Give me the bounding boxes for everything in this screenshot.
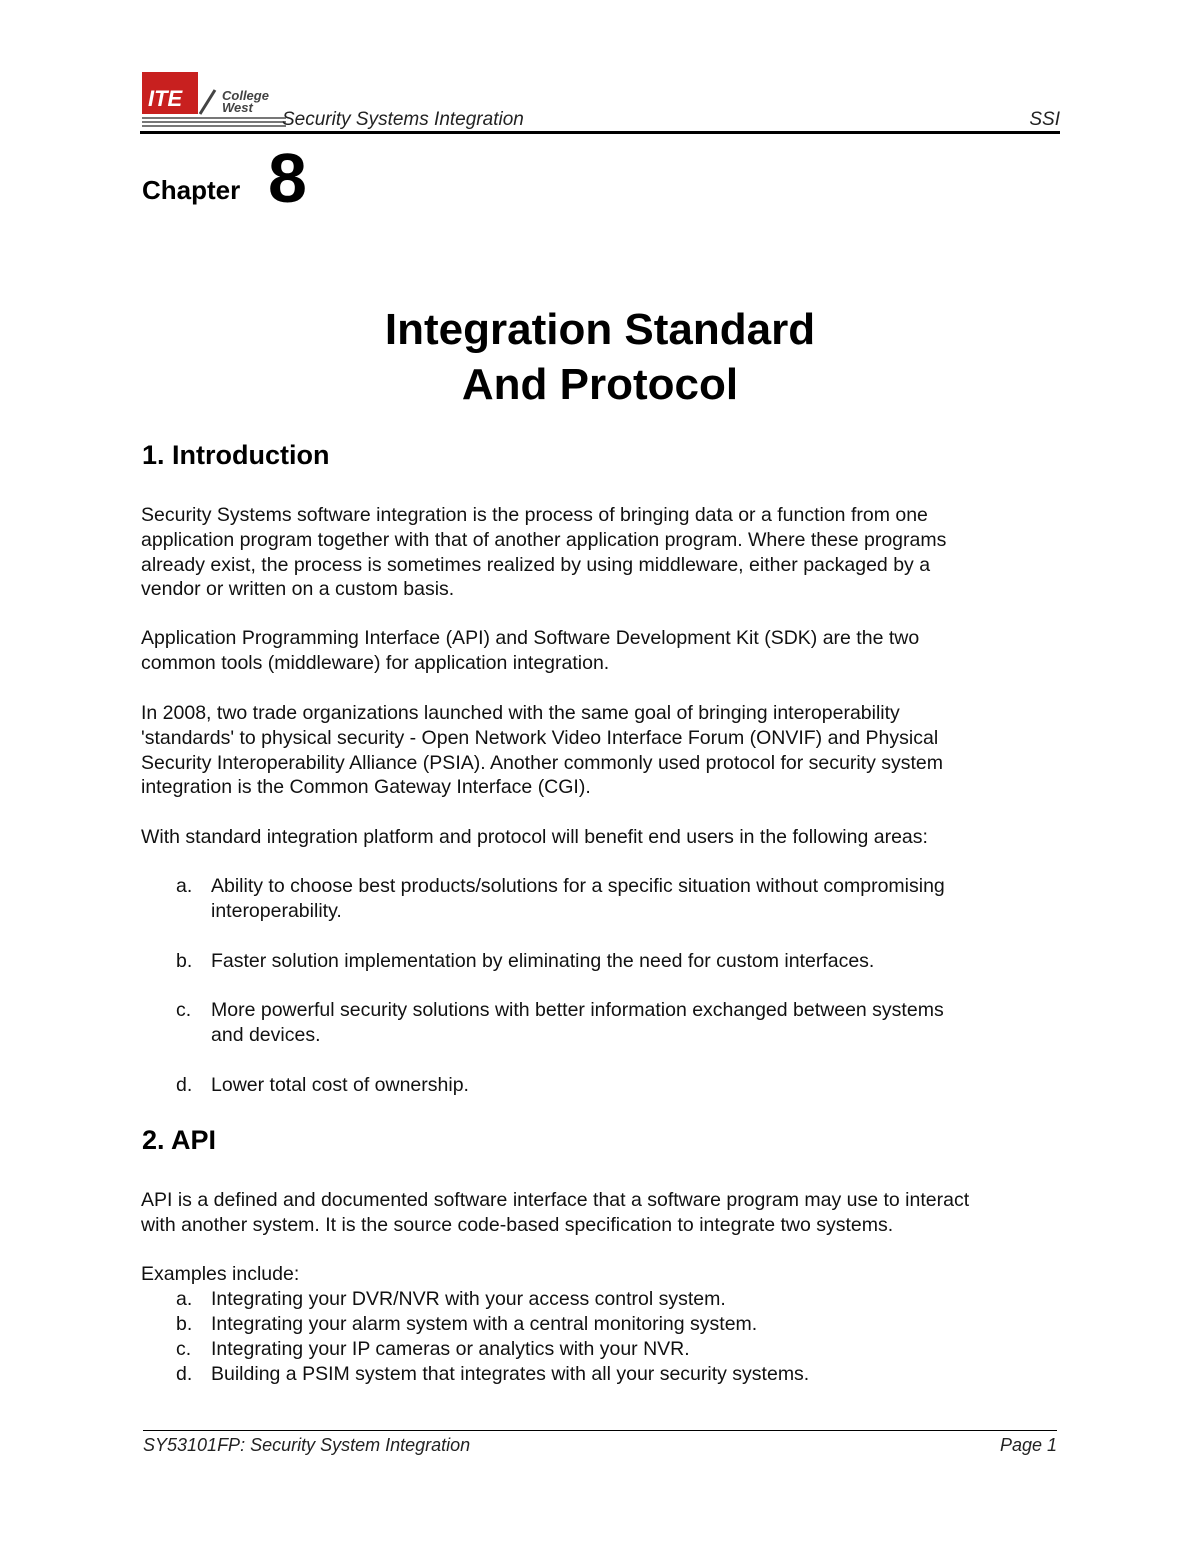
intro-paragraph-1: Security Systems software integration is the process of bringing data or a function from one application program together with that of another application program. Where these programs already exist, the process is sometimes realized by using middleware, either packaged by a vendor or written on a custom basis. — [141, 504, 947, 601]
logo-mark-text: ITE — [148, 86, 183, 111]
section-heading-introduction: 1. Introduction — [142, 440, 330, 470]
api-paragraph-1: API is a defined and documented software interface that a software program may use to interact with another system. It is the source code-based specification to integrate two systems. — [141, 1189, 970, 1236]
footer-rule — [143, 1430, 1057, 1431]
footer-page-number: Page 1 — [999, 1435, 1057, 1455]
college-logo — [140, 70, 290, 128]
header-title: Security Systems Integration — [282, 109, 524, 130]
page-title-line1: Integration Standard — [384, 305, 816, 354]
page-title-line2: And Protocol — [461, 360, 739, 409]
intro-paragraph-4: With standard integration platform and protocol will benefit end users in the following areas: — [141, 826, 928, 848]
benefit-item: d. Lower total cost of ownership. — [176, 1074, 469, 1096]
chapter-label: Chapter — [142, 175, 241, 205]
section-heading-api: 2. API — [142, 1125, 217, 1155]
example-item: d. Building a PSIM system that integrates with all your security systems. — [176, 1363, 810, 1385]
intro-paragraph-2: Application Programming Interface (API) and Software Development Kit (SDK) are the two common tools (middleware) for application integration. — [141, 627, 920, 674]
intro-paragraph-3: In 2008, two trade organizations launched with the same goal of bringing interoperability 'standards' to physical security - Open Network Video Interface Forum (ONVIF) and Physical Security Interoperability Alliance (PSIA). Another commonly used protocol for security system integration is the Common Gateway Interface (CGI). — [141, 702, 944, 799]
logo-line1: College — [222, 88, 269, 103]
benefit-item: a. Ability to choose best products/solutions for a specific situation without compromising interoperability. — [176, 875, 945, 922]
example-item: a. Integrating your DVR/NVR with your access control system. — [176, 1288, 726, 1310]
example-item: c. Integrating your IP cameras or analytics with your NVR. — [176, 1338, 690, 1360]
footer-course: SY53101FP: Security System Integration — [143, 1435, 471, 1455]
example-item: b. Integrating your alarm system with a central monitoring system. — [176, 1313, 758, 1335]
header-rule — [140, 131, 1060, 134]
header-code: SSI — [1029, 109, 1060, 130]
benefit-item: b. Faster solution implementation by eliminating the need for custom interfaces. — [176, 950, 875, 972]
api-paragraph-2: Examples include: — [141, 1263, 300, 1285]
benefit-item: c. More powerful security solutions with better information exchanged between systems and devices. — [176, 999, 944, 1046]
logo-line2: West — [222, 100, 253, 115]
chapter-number: 8 — [268, 139, 307, 217]
